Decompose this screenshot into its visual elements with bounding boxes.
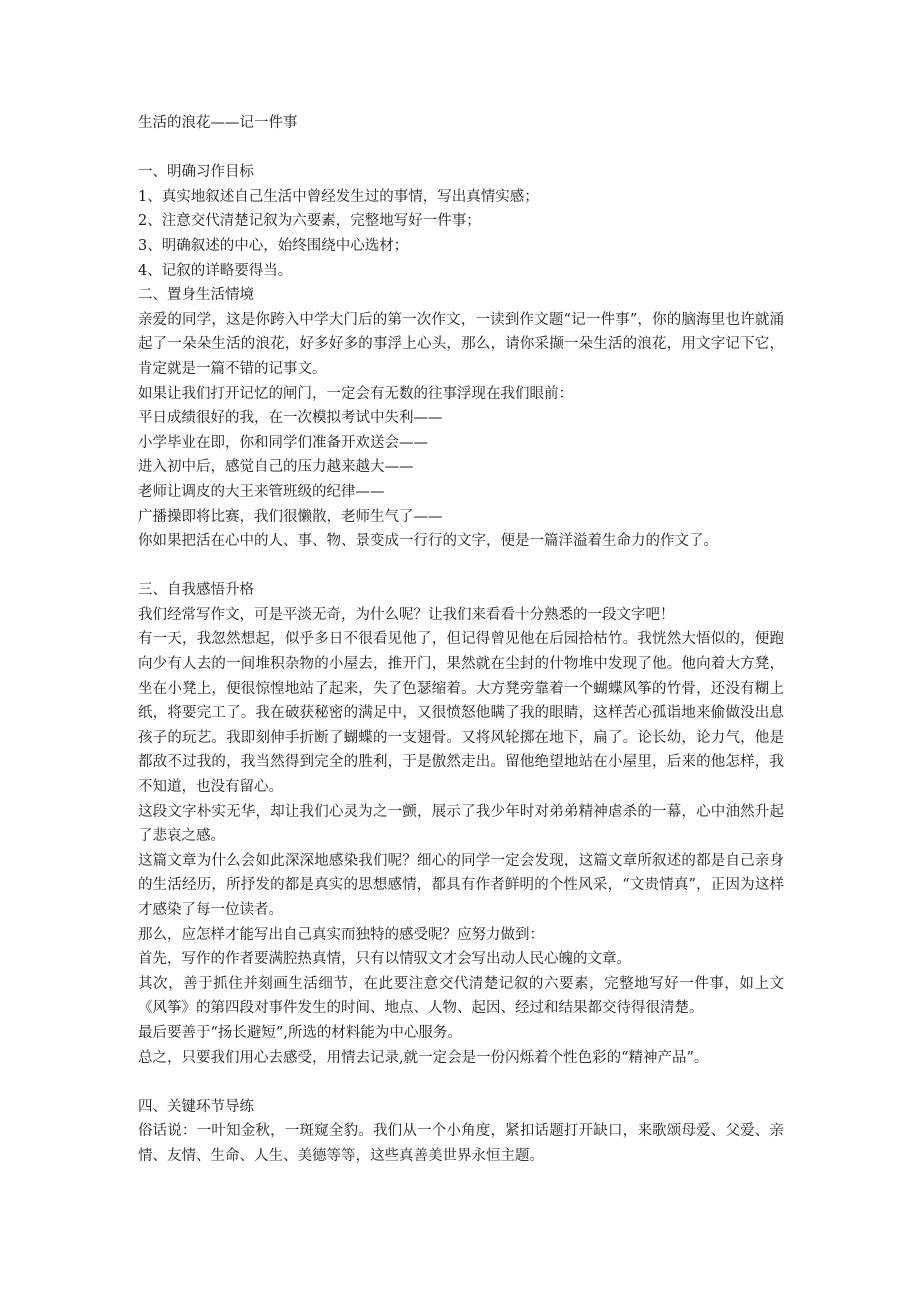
paragraph: 其次，善于抓住并刻画生活细节，在此要注意交代清楚记叙的六要素，完整地写好一件事，如上文《风筝》的第四段对事件发生的时间、地点、人物、起因、经过和结果都交待得很清楚。 [138,975,784,1017]
goal-item: 4、记叙的详略要得当。 [138,262,293,279]
document-title: 生活的浪花——记一件事 [138,115,298,131]
example-line: 广播操即将比赛，我们很懒散，老师生气了—— [138,508,443,525]
paragraph: 这段文字朴实无华，却让我们心灵为之一颤，展示了我少年时对弟弟精神虐杀的一幕，心中油然升起了悲哀之感。 [138,803,784,845]
example-line: 小学毕业在即，你和同学们准备开欢送会—— [138,434,428,451]
paragraph: 俗话说：一叶知金秋，一斑窥全豹。我们从一个小角度，紧扣话题打开缺口，来歌颂母爱、父爱、亲情、友情、生命、人生、美德等等，这些真善美世界永恒主题。 [138,1123,784,1164]
paragraph: 如果让我们打开记忆的闸门，一定会有无数的往事浮现在我们眼前： [138,385,573,402]
goal-item: 3、明确叙述的中心，始终围绕中心选材； [138,237,409,254]
paragraph: 我们经常写作文，可是平淡无奇，为什么呢？让我们来看看十分熟悉的一段文字吧！ [138,606,675,623]
paragraph: 最后要善于“扬长避短”,所选的材料能为中心服务。 [138,1024,462,1041]
example-line: 平日成绩很好的我，在一次模拟考试中失利—— [138,410,443,427]
paragraph: 总之，只要我们用心去感受，用情去记录,就一定会是一份闪烁着个性色彩的“精神产品”。 [138,1049,709,1066]
example-line: 老师让调皮的大王来管班级的纪律—— [138,483,385,500]
section-2-heading: 二、置身生活情境 [138,287,254,304]
paragraph: 那么，应怎样才能写出自己真实而独特的感受呢？应努力做到： [138,926,544,943]
section-4-heading: 四、关键环节导练 [138,1098,254,1115]
blank-line [138,1070,784,1095]
section-1-heading: 一、明确习作目标 [138,164,254,181]
goal-item: 1、真实地叙述自己生活中曾经发生过的事情，写出真情实感； [138,188,539,205]
section-3-heading: 三、自我感悟升格 [138,582,254,599]
goal-item: 2、注意交代清楚记叙为六要素，完整地写好一件事； [138,213,481,230]
paragraph: 你如果把活在心中的人、事、物、景变成一行行的文字，便是一篇洋溢着生命力的作文了。 [138,533,718,550]
paragraph: 这篇文章为什么会如此深深地感染我们呢？细心的同学一定会发现，这篇文章所叙述的都是自己亲身的生活经历，所抒发的都是真实的思想感情，都具有作者鲜明的个性风采，“文贵情真”，正因为这样才感染了每一位读者。 [138,852,784,918]
example-line: 进入初中后，感觉自己的压力越来越大—— [138,459,414,476]
paragraph: 亲爱的同学，这是你跨入中学大门后的第一次作文，一读到作文题“记一件事”，你的脑海里也许就涌起了一朵朵生活的浪花，好多好多的事浮上心头，那么，请你采撷一朵生活的浪花，用文字记下它，肯定就是一篇不错的记事文。 [138,311,784,377]
blank-line [138,554,784,579]
blank-line [138,136,784,161]
paragraph: 首先，写作的作者要满腔热真情，只有以情驭文才会写出动人民心魄的文章。 [138,951,631,968]
document-page [138,111,784,1169]
quoted-passage: 有一天，我忽然想起，似乎多日不很看见他了，但记得曾见他在后园拾枯竹。我恍然大悟似的，便跑向少有人去的一间堆积杂物的小屋去，推开门，果然就在尘封的什物堆中发现了他。他向着大方凳，坐在小凳上，便很惊惶地站了起来，失了色瑟缩着。大方凳旁靠着一个蝴蝶风筝的竹骨，还没有糊上纸，将要完工了。我在破获秘密的满足中，又很愤怒他瞒了我的眼睛，这样苦心孤诣地来偷做没出息孩子的玩艺。我即刻伸手折断了蝴蝶的一支翅骨。又将风轮掷在地下，扁了。论长幼，论力气，他是都敌不过我的，我当然得到完全的胜利，于是傲然走出。留他绝望地站在小屋里，后来的他怎样，我不知道，也没有留心。 [138,631,784,796]
